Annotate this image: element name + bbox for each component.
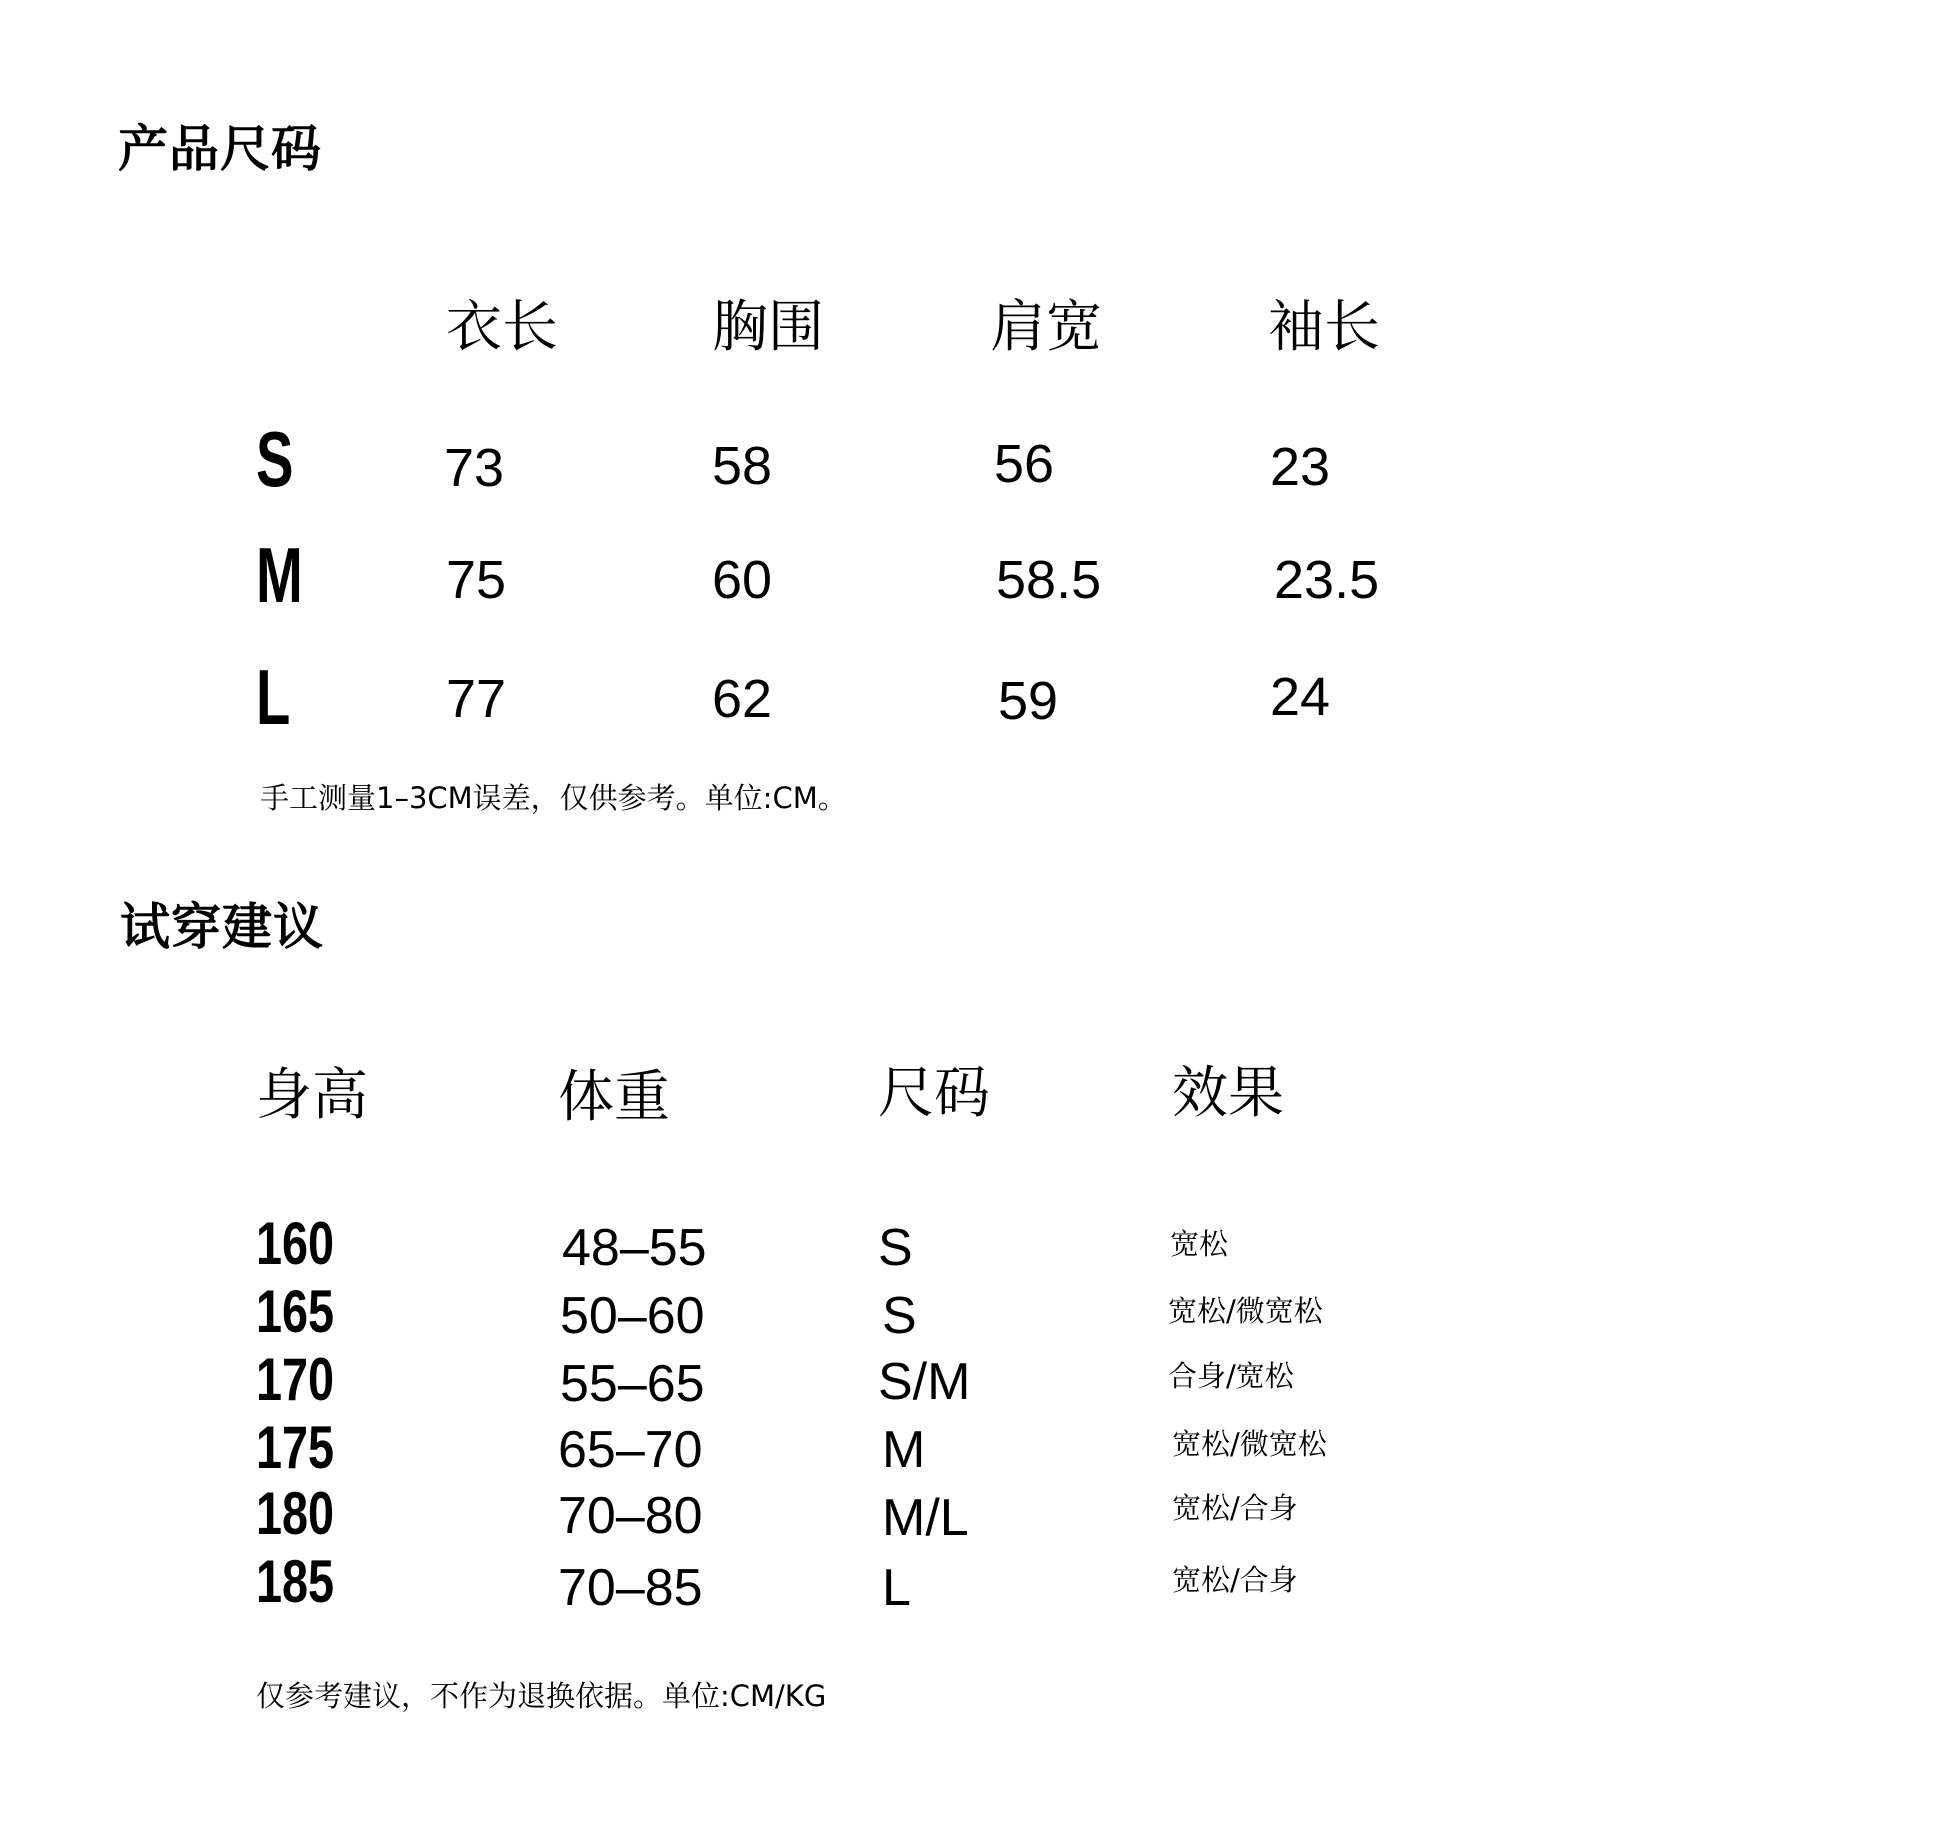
fit-row-160-weight: 48–55 xyxy=(562,1219,707,1277)
size-label-m: M xyxy=(256,531,303,619)
measure-m-length: 75 xyxy=(446,550,507,610)
fit-row-175-size: M xyxy=(882,1421,926,1479)
fit-section-title: 试穿建议 xyxy=(120,898,324,956)
fit-row-180-size: M/L xyxy=(882,1489,969,1547)
fit-row-170-effect: 合身/宽松 xyxy=(1168,1359,1294,1393)
measure-l-sleeve: 24 xyxy=(1270,667,1331,727)
col-header-effect: 效果 xyxy=(1172,1061,1284,1126)
col-header-shoulder: 肩宽 xyxy=(990,295,1102,360)
fit-row-160-effect: 宽松 xyxy=(1170,1227,1229,1261)
fit-row-170-weight: 55–65 xyxy=(560,1355,705,1413)
measure-s-shoulder: 56 xyxy=(994,434,1055,494)
size-section-note: 手工测量1–3CM误差，仅供参考。单位:CM。 xyxy=(260,781,847,815)
measure-s-chest: 58 xyxy=(712,436,773,496)
fit-row-175-weight: 65–70 xyxy=(558,1421,703,1479)
col-header-size: 尺码 xyxy=(878,1061,990,1126)
fit-row-175-effect: 宽松/微宽松 xyxy=(1172,1427,1327,1461)
size-section-title: 产品尺码 xyxy=(118,120,322,178)
fit-row-165-height: 165 xyxy=(256,1278,335,1345)
fit-row-165-size: S xyxy=(882,1287,917,1345)
measure-s-sleeve: 23 xyxy=(1270,437,1331,497)
fit-row-185-weight: 70–85 xyxy=(558,1559,703,1617)
fit-row-185-effect: 宽松/合身 xyxy=(1172,1563,1298,1597)
measure-m-chest: 60 xyxy=(712,550,773,610)
fit-row-160-height: 160 xyxy=(256,1210,335,1277)
fit-row-185-size: L xyxy=(882,1559,911,1617)
size-label-l: L xyxy=(256,653,291,741)
fit-row-170-height: 170 xyxy=(256,1346,335,1413)
size-label-s: S xyxy=(256,415,294,503)
col-header-height: 身高 xyxy=(256,1063,368,1128)
fit-row-160-size: S xyxy=(878,1219,913,1277)
col-header-length: 衣长 xyxy=(446,295,558,360)
col-header-chest: 胸围 xyxy=(712,295,824,360)
fit-section-note: 仅参考建议，不作为退换依据。单位:CM/KG xyxy=(256,1679,827,1713)
fit-row-180-weight: 70–80 xyxy=(558,1487,703,1545)
fit-row-170-size: S/M xyxy=(878,1353,971,1411)
fit-row-180-height: 180 xyxy=(256,1480,335,1547)
fit-row-165-effect: 宽松/微宽松 xyxy=(1168,1294,1323,1328)
col-header-sleeve: 袖长 xyxy=(1268,295,1380,360)
measure-l-length: 77 xyxy=(446,669,507,729)
measure-s-length: 73 xyxy=(444,438,505,498)
measure-m-sleeve: 23.5 xyxy=(1274,550,1380,610)
measure-l-chest: 62 xyxy=(712,669,773,729)
fit-row-165-weight: 50–60 xyxy=(560,1287,705,1345)
measure-m-shoulder: 58.5 xyxy=(996,550,1102,610)
fit-row-175-height: 175 xyxy=(256,1414,335,1481)
fit-row-185-height: 185 xyxy=(256,1548,335,1615)
col-header-weight: 体重 xyxy=(558,1065,670,1130)
fit-row-180-effect: 宽松/合身 xyxy=(1172,1491,1298,1525)
measure-l-shoulder: 59 xyxy=(998,671,1059,731)
